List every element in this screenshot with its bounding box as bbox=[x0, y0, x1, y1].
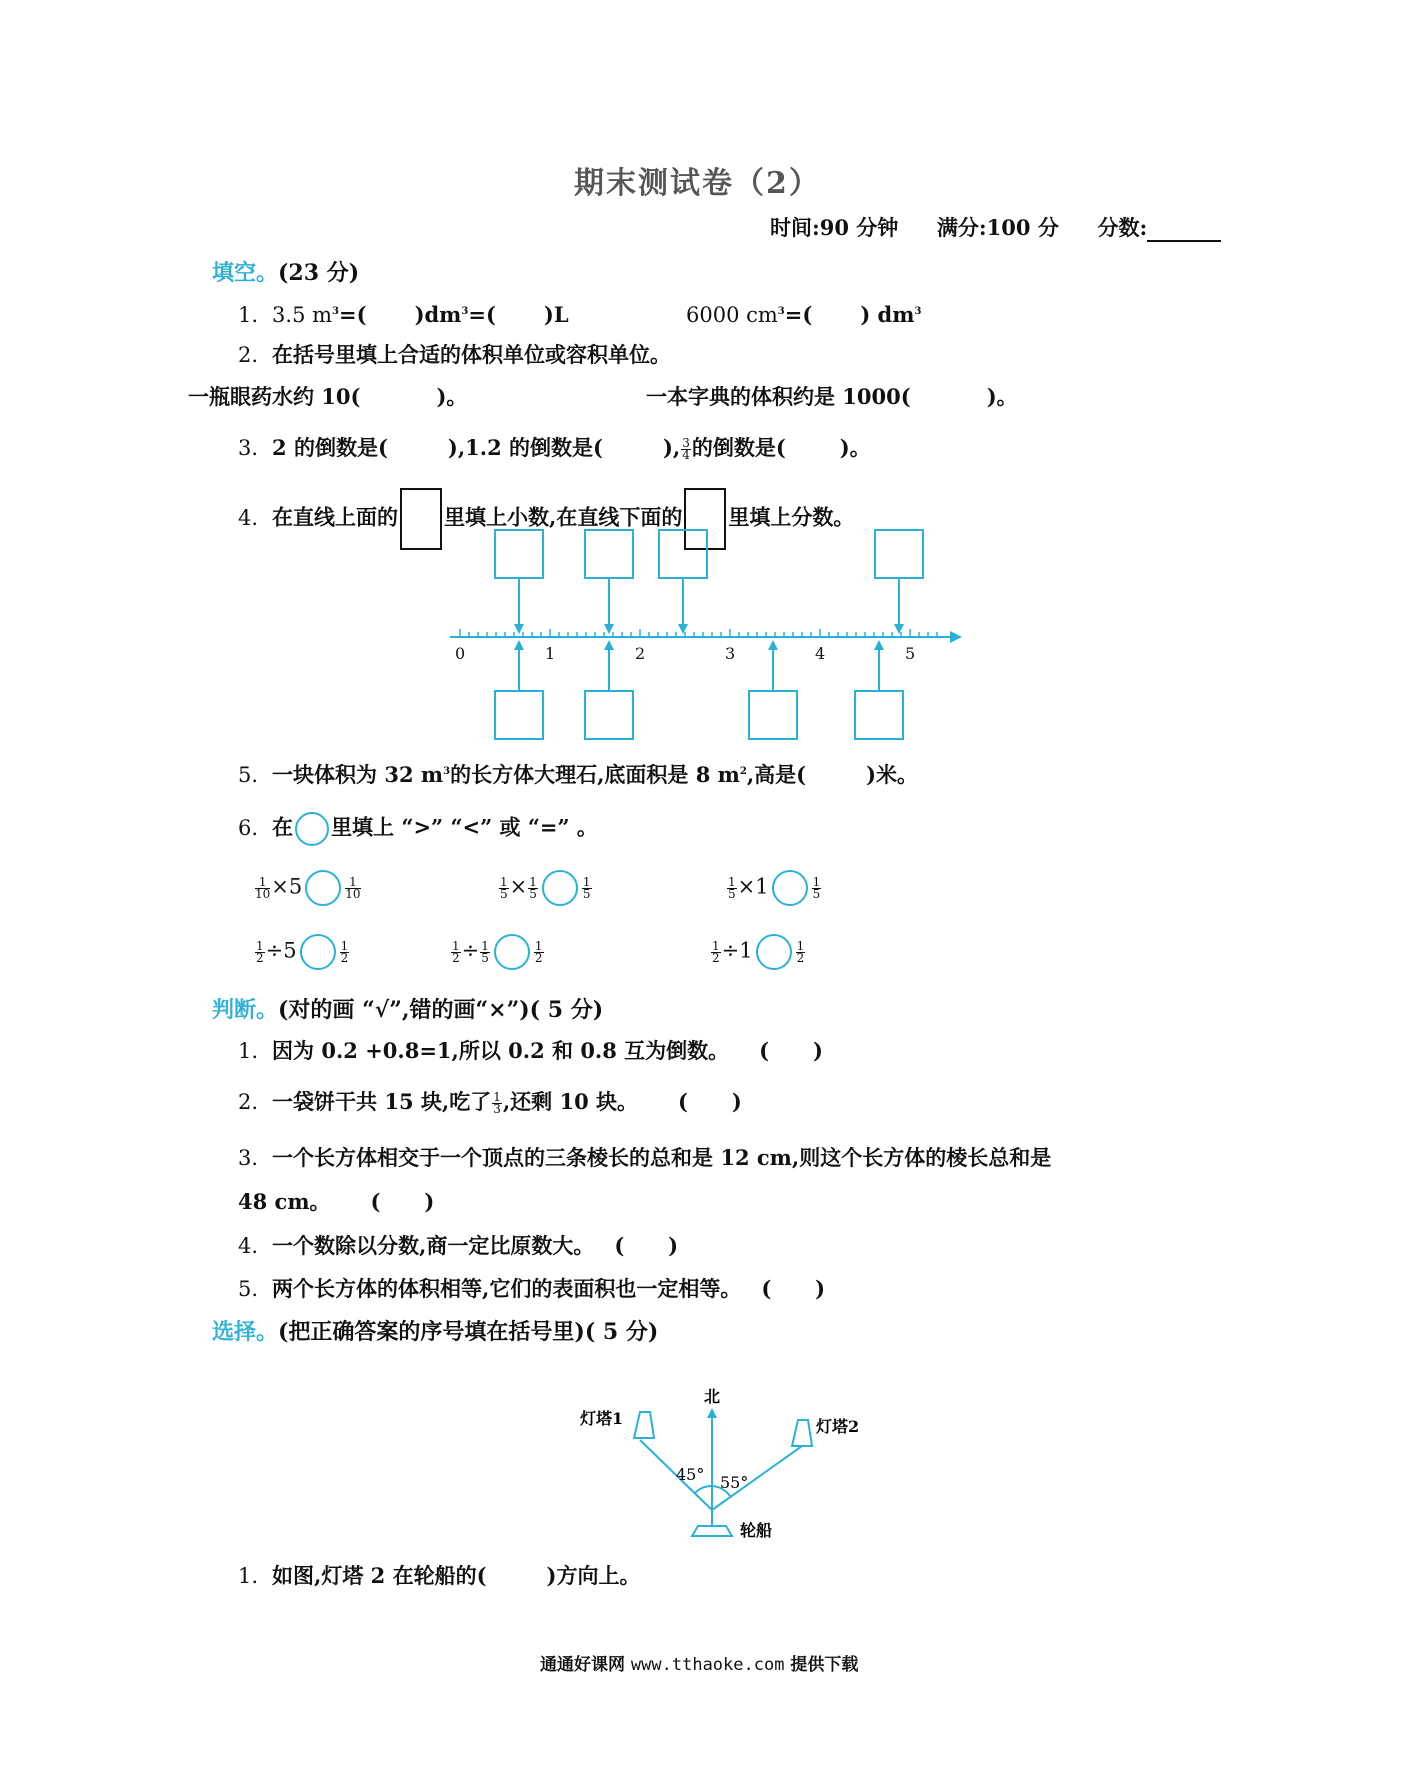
compare-item-5: $\frac{1}{2}$ ÷ $\frac{1}{5}$ $\frac{1}{2}$ bbox=[450, 934, 545, 970]
q-text: ,高是( bbox=[746, 762, 807, 787]
compare-item-4: $\frac{1}{2}$ ÷5 $\frac{1}{2}$ bbox=[254, 934, 350, 970]
question-1-1b: 6000 $cm^3=$( ) $dm^3$ bbox=[686, 302, 922, 327]
question-number: 3. bbox=[238, 1146, 259, 1170]
answer-box-top-2 bbox=[585, 530, 633, 578]
answer-paren[interactable]: ( ) bbox=[370, 1189, 435, 1214]
q-text: 里填上分数。 bbox=[728, 504, 855, 530]
q-text: 6000 cm bbox=[686, 303, 778, 327]
compare-circle-icon[interactable] bbox=[772, 870, 808, 906]
tick-label: 2 bbox=[635, 644, 646, 663]
q-text: 一袋饼干共 15 块,吃了 bbox=[272, 1089, 492, 1114]
compare-circle-icon[interactable] bbox=[300, 934, 336, 970]
compare-item-2: $\frac{1}{5}$ × $\frac{1}{5}$ $\frac{1}{5}$ bbox=[498, 870, 593, 906]
angle-55-label: 55° bbox=[720, 1473, 749, 1492]
q-text: 在直线上面的 bbox=[272, 504, 399, 530]
judge-item-3 bbox=[238, 1144, 1051, 1172]
footer-download: 提供下载 bbox=[790, 1655, 859, 1675]
answer-box-top-3 bbox=[659, 530, 707, 578]
q-text: 一瓶眼药水约 10( bbox=[188, 384, 361, 409]
section-judge-points: (对的画 “√”,错的画“×”)( 5 分) bbox=[278, 997, 604, 1023]
angle-arc-45 bbox=[694, 1486, 712, 1494]
section-choice-label: 选择。 bbox=[212, 1319, 279, 1345]
q-text: =( bbox=[468, 302, 496, 327]
question-1-2-left bbox=[188, 383, 467, 411]
footer bbox=[540, 1650, 858, 1675]
tick-label: 0 bbox=[455, 644, 466, 663]
tower2-label: 灯塔2 bbox=[816, 1417, 860, 1436]
ship-icon bbox=[692, 1526, 732, 1536]
section-fill-points: (23 分) bbox=[278, 260, 360, 286]
question-number: 2. bbox=[238, 343, 259, 367]
q-text: )方向上。 bbox=[546, 1563, 641, 1588]
compare-circle-icon[interactable] bbox=[494, 934, 530, 970]
arrow-up-icon bbox=[604, 640, 614, 650]
arrow-down-icon bbox=[678, 624, 688, 634]
north-arrow-icon bbox=[707, 1408, 717, 1418]
answer-box-top-4 bbox=[875, 530, 923, 578]
compare-circle-icon[interactable] bbox=[542, 870, 578, 906]
question-number: 1. bbox=[238, 1564, 259, 1588]
q-text: )L bbox=[543, 302, 569, 327]
question-1-5: 5. 一块体积为 32 $m^3$的长方体大理石,底面积是 8 $m^2$,高是( )米。 bbox=[238, 762, 919, 787]
fraction: $\frac{1}{3}$ bbox=[493, 1090, 501, 1116]
ship-label: 轮船 bbox=[740, 1521, 773, 1540]
q-text: =( bbox=[339, 302, 367, 327]
lighthouse-figure bbox=[580, 1388, 880, 1548]
tick-label: 3 bbox=[725, 644, 736, 663]
q-text: ,还剩 10 块。 bbox=[502, 1089, 639, 1114]
judge-item-5 bbox=[238, 1275, 825, 1303]
q-text: )。 bbox=[436, 384, 468, 409]
q-text: ) dm bbox=[860, 302, 915, 327]
tick-label: 4 bbox=[815, 644, 826, 663]
question-1-2-right bbox=[646, 383, 1018, 411]
question-number: 4. bbox=[238, 505, 259, 530]
score-label: 分数: bbox=[1097, 215, 1148, 240]
q-text: “<” bbox=[450, 814, 493, 840]
question-number: 4. bbox=[238, 1234, 259, 1258]
exam-meta bbox=[770, 212, 1221, 242]
q-text: )dm bbox=[414, 302, 462, 327]
section-choice-points: (把正确答案的序号填在括号里)( 5 分) bbox=[278, 1319, 659, 1345]
q-text: 里填上小数,在直线下面的 bbox=[444, 504, 683, 530]
q-text: 一个长方体相交于一个顶点的三条棱长的总和是 12 cm,则这个长方体的棱长总和是 bbox=[272, 1145, 1052, 1170]
q-text: 3.5 m bbox=[272, 303, 333, 327]
answer-box-top-1 bbox=[495, 530, 543, 578]
arrow-up-icon bbox=[874, 640, 884, 650]
q-text: 的倒数是( bbox=[691, 435, 786, 460]
question-number: 1. bbox=[238, 303, 259, 327]
tower1-icon bbox=[634, 1412, 654, 1438]
q-text: )。 bbox=[986, 384, 1018, 409]
tower1-label: 灯塔1 bbox=[580, 1409, 624, 1428]
question-number: 5. bbox=[238, 763, 259, 787]
compare-circle-icon[interactable] bbox=[756, 934, 792, 970]
q-text: “>” bbox=[401, 814, 444, 840]
question-1-2 bbox=[238, 341, 671, 369]
q-text: ), bbox=[662, 435, 681, 460]
footer-url[interactable]: www.tthaoke.com bbox=[630, 1655, 785, 1675]
section-fill-label: 填空。 bbox=[212, 260, 279, 286]
question-number: 1. bbox=[238, 1039, 259, 1063]
q-text: 一块体积为 32 m bbox=[272, 762, 444, 787]
choice-item-1 bbox=[238, 1562, 640, 1590]
fraction: $\frac{3}{4}$ bbox=[682, 436, 690, 462]
judge-item-4 bbox=[238, 1232, 678, 1260]
tower2-icon bbox=[792, 1420, 812, 1446]
question-number: 3. bbox=[238, 436, 259, 460]
compare-circle-icon bbox=[295, 812, 329, 846]
q-text: )米。 bbox=[866, 762, 919, 787]
question-1-1: 1. 3.5 $m^3=$( )$dm^3=$( )L bbox=[238, 302, 569, 327]
time-label: 时间:90 分钟 bbox=[770, 215, 899, 240]
tick-label: 1 bbox=[545, 644, 556, 663]
angle-45-label: 45° bbox=[676, 1465, 705, 1484]
footer-site-name: 通通好课网 bbox=[540, 1655, 625, 1675]
arrow-down-icon bbox=[894, 624, 904, 634]
answer-box-bottom-4 bbox=[855, 691, 903, 739]
arrow-up-icon bbox=[514, 640, 524, 650]
judge-item-1 bbox=[238, 1037, 823, 1065]
answer-box-bottom-3 bbox=[749, 691, 797, 739]
q-text: 如图,灯塔 2 在轮船的( bbox=[272, 1563, 487, 1588]
score-blank bbox=[1147, 220, 1221, 242]
compare-circle-icon[interactable] bbox=[305, 870, 341, 906]
q-text: 里填上 bbox=[331, 814, 395, 840]
q-text: ),1.2 的倒数是( bbox=[447, 435, 603, 460]
q-text: =( bbox=[784, 302, 813, 327]
section-judge-header bbox=[212, 993, 603, 1024]
answer-box-bottom-2 bbox=[585, 691, 633, 739]
question-number: 2. bbox=[238, 1090, 259, 1114]
q-text: “=” bbox=[527, 814, 570, 840]
q-text: )。 bbox=[839, 435, 871, 460]
answer-box-bottom-1 bbox=[495, 691, 543, 739]
question-number: 6. bbox=[238, 815, 259, 840]
answer-paren[interactable]: ( ) bbox=[678, 1089, 742, 1114]
q-text: 或 bbox=[499, 814, 521, 840]
q-text: 一本字典的体积约是 1000( bbox=[646, 384, 911, 409]
answer-paren[interactable]: ( ) bbox=[761, 1276, 826, 1301]
judge-item-2 bbox=[238, 1088, 742, 1116]
section-fill-header bbox=[212, 256, 359, 287]
compare-item-1: $\frac{1}{10}$ ×5 $\frac{1}{10}$ bbox=[254, 870, 362, 906]
tick-label: 5 bbox=[905, 644, 916, 663]
section-choice-header bbox=[212, 1315, 658, 1346]
compare-item-6: $\frac{1}{2}$ ÷1 $\frac{1}{2}$ bbox=[710, 934, 806, 970]
question-1-6 bbox=[238, 812, 598, 846]
answer-box-icon bbox=[400, 488, 442, 550]
q-text: 一个数除以分数,商一定比原数大。 bbox=[272, 1233, 595, 1258]
q-text: 在 bbox=[272, 814, 294, 840]
q-text: 两个长方体的体积相等,它们的表面积也一定相等。 bbox=[272, 1276, 742, 1301]
question-number: 5. bbox=[238, 1277, 259, 1301]
q-text: 的长方体大理石,底面积是 8 m bbox=[450, 762, 740, 787]
judge-item-3-cont bbox=[238, 1188, 434, 1216]
section-judge-label: 判断。 bbox=[212, 997, 279, 1023]
q-text: 。 bbox=[576, 814, 598, 840]
north-label: 北 bbox=[704, 1388, 721, 1406]
number-line-figure bbox=[440, 520, 970, 750]
q-text: 48 cm。 bbox=[238, 1189, 331, 1214]
question-1-3 bbox=[238, 434, 871, 462]
q-text: 2 的倒数是( bbox=[272, 435, 388, 460]
compare-item-3: $\frac{1}{5}$ ×1 $\frac{1}{5}$ bbox=[726, 870, 822, 906]
q-text: 因为 0.2 +0.8=1,所以 0.2 和 0.8 互为倒数。 bbox=[272, 1038, 730, 1063]
page-title: 期末测试卷（2） bbox=[574, 166, 821, 201]
q-text: 在括号里填上合适的体积单位或容积单位。 bbox=[272, 342, 672, 367]
answer-paren[interactable]: ( ) bbox=[759, 1038, 823, 1063]
full-score-label: 满分:100 分 bbox=[936, 215, 1059, 240]
axis-arrowhead-icon bbox=[950, 631, 962, 643]
arrow-up-icon bbox=[768, 640, 778, 650]
answer-paren[interactable]: ( ) bbox=[614, 1233, 679, 1258]
